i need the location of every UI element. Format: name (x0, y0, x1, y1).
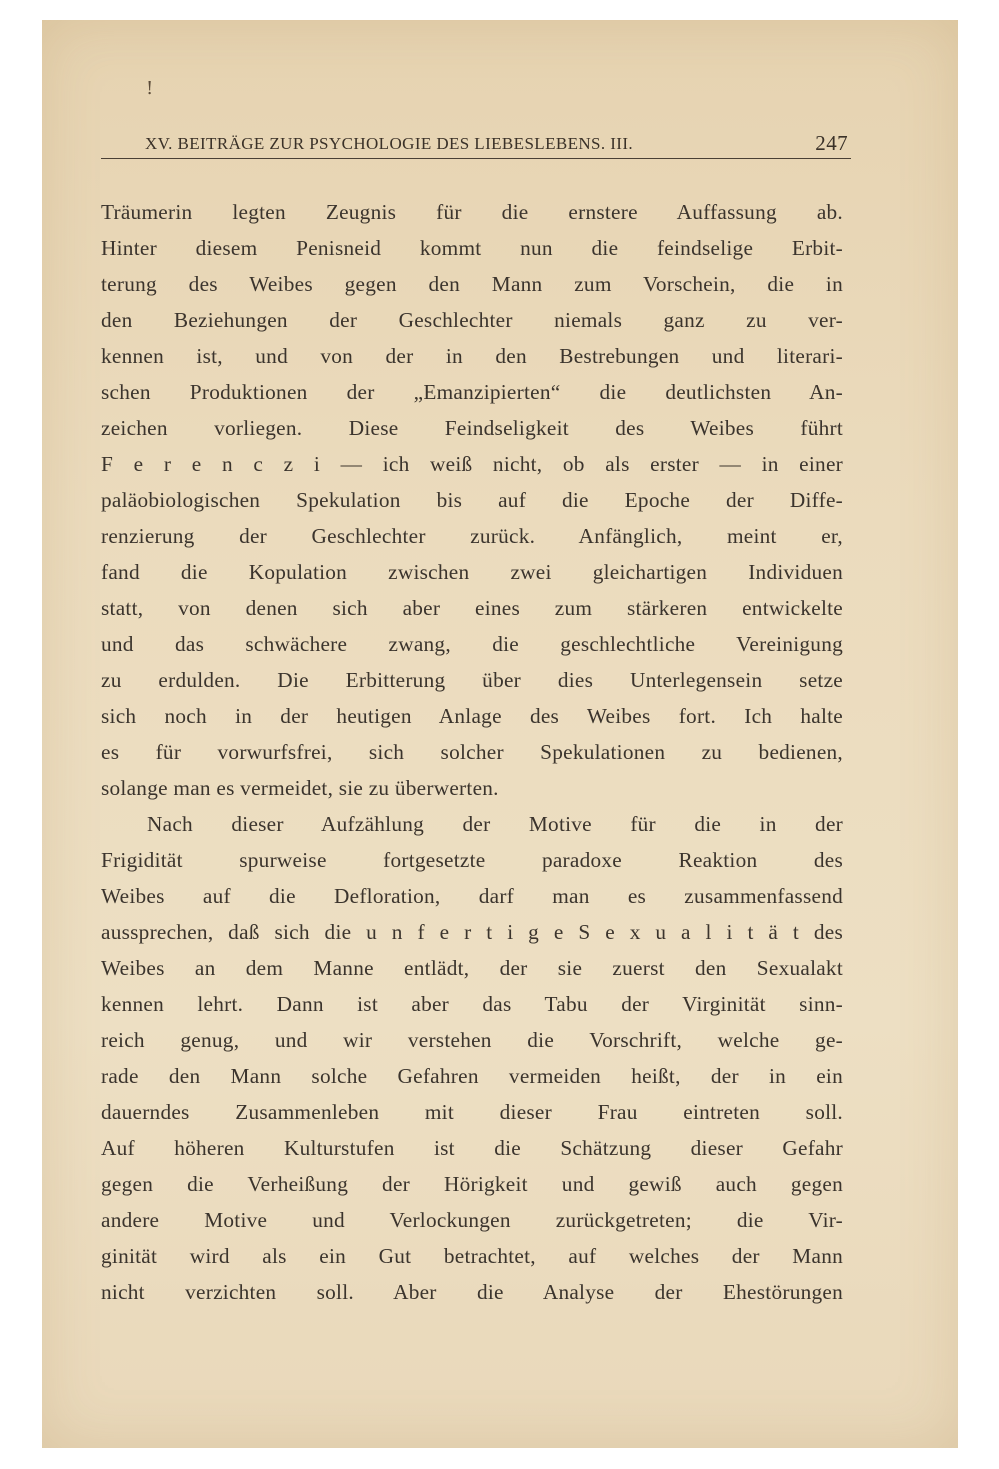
text-line: renzierung der Geschlechter zurück. Anfänglich, meint er, (101, 524, 843, 548)
text-line: zu erdulden. Die Erbitterung über dies Unterlegensein setze (101, 668, 843, 692)
text-line: kennen lehrt. Dann ist aber das Tabu der Virginität sinn- (101, 992, 843, 1016)
text-line: gegen die Verheißung der Hörigkeit und gewiß auch gegen (101, 1172, 843, 1196)
text-line: den Beziehungen der Geschlechter niemals ganz zu ver- (101, 308, 843, 332)
text-line: rade den Mann solche Gefahren vermeiden heißt, der in ein (101, 1064, 843, 1088)
text-line: ginität wird als ein Gut betrachtet, auf welches der Mann (101, 1244, 843, 1268)
text-line: zeichen vorliegen. Diese Feindseligkeit des Weibes führt (101, 416, 843, 440)
text-line: Nach dieser Aufzählung der Motive für die in der (147, 812, 843, 836)
text-line: schen Produktionen der „Emanzipierten“ die deutlichsten An- (101, 380, 843, 404)
text-line: reich genug, und wir verstehen die Vorschrift, welche ge- (101, 1028, 843, 1052)
text-line: und das schwächere zwang, die geschlechtliche Vereinigung (101, 632, 843, 656)
text-line: sich noch in der heutigen Anlage des Weibes fort. Ich halte (101, 704, 843, 728)
header-title: XV. BEITRÄGE ZUR PSYCHOLOGIE DES LIEBESLEBENS. III. (145, 134, 634, 153)
text-line: terung des Weibes gegen den Mann zum Vorschein, die in (101, 272, 843, 296)
text-line: es für vorwurfsfrei, sich solcher Spekulationen zu bedienen, (101, 740, 843, 764)
header-rule (101, 158, 851, 159)
body-text (101, 194, 843, 1310)
stray-mark: ! (146, 78, 154, 99)
text-line: solange man es vermeidet, sie zu überwerten. (101, 776, 499, 800)
text-line: andere Motive und Verlockungen zurückgetreten; die Vir- (101, 1208, 843, 1232)
text-line: paläobiologischen Spekulation bis auf die Epoche der Diffe- (101, 488, 843, 512)
text-line: statt, von denen sich aber eines zum stärkeren entwickelte (101, 596, 843, 620)
text-line: Weibes auf die Defloration, darf man es zusammenfassend (101, 884, 843, 908)
text-line: Träumerin legten Zeugnis für die ernstere Auffassung ab. (101, 200, 843, 224)
text-line: Frigidität spurweise fortgesetzte paradoxe Reaktion des (101, 848, 843, 872)
text-line: dauerndes Zusammenleben mit dieser Frau eintreten soll. (101, 1100, 843, 1124)
text-line: nicht verzichten soll. Aber die Analyse der Ehestörungen (101, 1280, 843, 1304)
text-line: F e r e n c z i — ich weiß nicht, ob als erster — in einer (101, 452, 843, 476)
running-header (145, 130, 850, 158)
text-line: fand die Kopulation zwischen zwei gleichartigen Individuen (101, 560, 843, 584)
text-line: Weibes an dem Manne entlädt, der sie zuerst den Sexualakt (101, 956, 843, 980)
text-line: kennen ist, und von der in den Bestrebungen und literari- (101, 344, 843, 368)
text-line: Hinter diesem Penisneid kommt nun die feindselige Erbit- (101, 236, 843, 260)
page-number: 247 (815, 131, 848, 155)
text-line: Auf höheren Kulturstufen ist die Schätzung dieser Gefahr (101, 1136, 843, 1160)
text-line: aussprechen, daß sich die u n f e r t i g e S e x u a l i t ä t des (101, 920, 843, 944)
